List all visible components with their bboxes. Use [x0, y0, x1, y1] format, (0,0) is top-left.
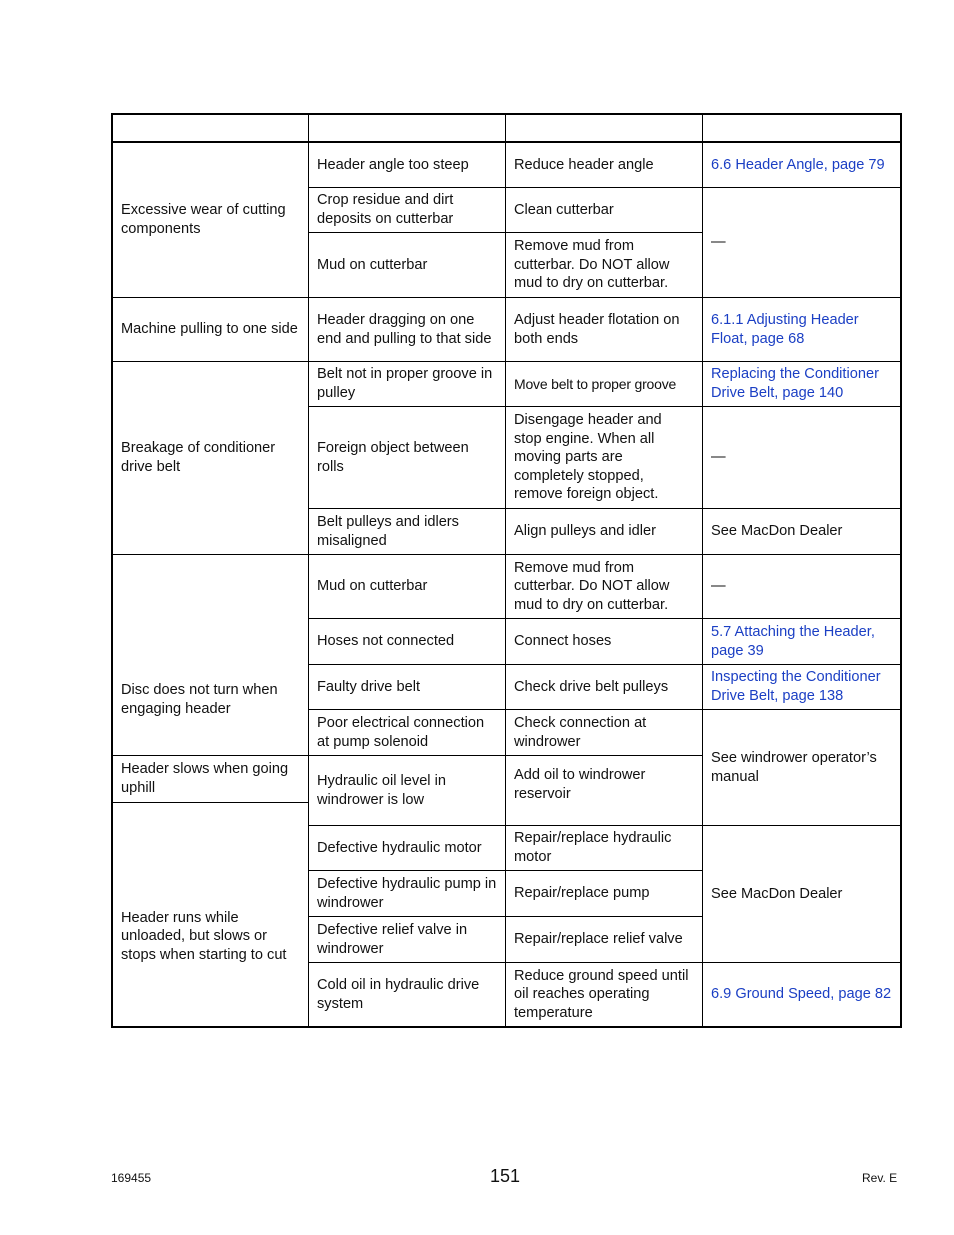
- solution-cell: Repair/replace pump: [514, 885, 650, 902]
- refer-link-replacing-belt[interactable]: Replacing the Conditioner Drive Belt, page 140: [711, 366, 879, 401]
- problem-text: Disc does not turn when engaging header: [121, 682, 278, 717]
- table-header-cell: [703, 115, 900, 141]
- cause-cell: Cold oil in hydraulic drive system: [317, 976, 480, 1012]
- problem-cell: [113, 143, 308, 297]
- solution-cell: Connect hoses: [514, 633, 612, 650]
- cause-cell: Faulty drive belt: [317, 678, 421, 695]
- refer-dealer: See MacDon Dealer: [711, 523, 843, 540]
- cause-cell: Defective relief valve in windrower: [317, 921, 468, 957]
- solution-cell: Check connection at windrower: [514, 714, 647, 750]
- refer-link-header-float[interactable]: 6.1.1 Adjusting Header Float, page 68: [711, 311, 859, 347]
- refer-link-header-angle[interactable]: 6.6 Header Angle, page 79: [711, 156, 885, 173]
- cause-cell: Header dragging on one end and pulling to that side: [317, 311, 492, 347]
- solution-cell: Reduce ground speed until oil reaches operating temperature: [514, 967, 689, 1021]
- cause-cell: Mud on cutterbar: [317, 256, 428, 273]
- problem-text: Header slows when going uphill: [121, 761, 289, 796]
- cause-cell: Belt not in proper groove in pulley: [317, 366, 493, 401]
- solution-cell: Check drive belt pulleys: [514, 678, 669, 695]
- cause-cell: Mud on cutterbar: [317, 578, 428, 595]
- refer-link-inspecting-belt[interactable]: Inspecting the Conditioner Drive Belt, page 138: [711, 669, 881, 704]
- solution-cell: Disengage header and stop engine. When all moving parts are completely stopped, remove foreign object.: [514, 412, 662, 503]
- table-header-cell: [309, 115, 505, 141]
- problem-text: Excessive wear of cutting components: [121, 202, 286, 237]
- solution-cell: Reduce header angle: [514, 156, 654, 173]
- cause-cell: Defective hydraulic motor: [317, 839, 482, 856]
- solution-cell: Add oil to windrower reservoir: [514, 766, 646, 802]
- cause-cell: Header angle too steep: [317, 156, 469, 173]
- solution-cell: Repair/replace hydraulic motor: [514, 830, 672, 865]
- cause-cell: Foreign object between rolls: [317, 439, 469, 475]
- table-border-right: [900, 113, 902, 1028]
- problem-text: Machine pulling to one side: [121, 321, 298, 338]
- refer-dealer: See MacDon Dealer: [711, 885, 843, 902]
- table-header-cell: [506, 115, 702, 141]
- cause-cell: Defective hydraulic pump in windrower: [317, 875, 497, 911]
- problem-cell: [113, 362, 308, 554]
- refer-link-ground-speed[interactable]: 6.9 Ground Speed, page 82: [711, 986, 892, 1003]
- problem-text: Header runs while unloaded, but slows or stops when starting to cut: [121, 909, 287, 963]
- refer-windrower-manual: See windrower operator’s manual: [711, 749, 877, 785]
- solution-cell: Align pulleys and idler: [514, 523, 656, 540]
- solution-cell: Clean cutterbar: [514, 201, 614, 218]
- solution-cell: Remove mud from cutterbar. Do NOT allow mud to dry on cutterbar.: [514, 559, 670, 613]
- cause-cell: Crop residue and dirt deposits on cutterbar: [317, 192, 454, 227]
- solution-cell: Repair/replace relief valve: [514, 931, 683, 948]
- cause-cell: Hoses not connected: [317, 633, 455, 650]
- problem-cell: [113, 555, 308, 755]
- problem-cell: [113, 756, 308, 802]
- page-number: 151: [490, 1166, 521, 1186]
- revision: Rev. E: [862, 1171, 898, 1185]
- table-border-bottom: [111, 1026, 902, 1028]
- solution-cell: Remove mud from cutterbar. Do NOT allow mud to dry on cutterbar.: [514, 238, 670, 292]
- cause-cell: Hydraulic oil level in windrower is low: [317, 772, 446, 808]
- table-header-cell: [113, 115, 308, 141]
- refer-dash: —: [711, 578, 726, 595]
- solution-cell: Adjust header flotation on both ends: [514, 311, 680, 347]
- refer-dash: —: [711, 449, 726, 466]
- refer-link-attaching-header[interactable]: 5.7 Attaching the Header, page 39: [711, 623, 875, 659]
- refer-dash: —: [711, 234, 726, 251]
- cause-cell: Poor electrical connection at pump solenoid: [317, 714, 485, 750]
- solution-cell: Move belt to proper groove: [514, 375, 677, 392]
- problem-cell: [113, 298, 308, 361]
- problem-text: Breakage of conditioner drive belt: [121, 440, 276, 475]
- doc-number: 169455: [111, 1171, 152, 1185]
- problem-cell: [113, 803, 308, 1026]
- cause-cell: Belt pulleys and idlers misaligned: [317, 513, 459, 549]
